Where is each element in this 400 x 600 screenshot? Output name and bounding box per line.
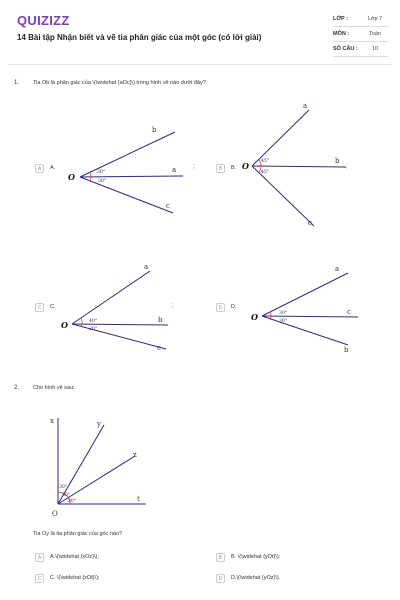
option-b-checkbox[interactable]: B	[216, 553, 225, 562]
ray-label-c: c	[347, 308, 351, 316]
separator: ;	[193, 164, 195, 170]
option-d-checkbox[interactable]: D	[216, 574, 225, 583]
ray-label-b: b	[152, 126, 157, 134]
option-d-checkbox[interactable]: D	[216, 303, 225, 312]
ray-label-b: b	[158, 316, 163, 324]
vertex-o: O	[52, 510, 58, 518]
angle-label: 40°	[89, 319, 98, 324]
ray-label-b: b	[335, 157, 340, 165]
grade-label: LỚP :	[333, 16, 348, 22]
separator: ;	[172, 303, 174, 309]
option-d-label: D.	[231, 304, 237, 310]
subject-label: MÔN :	[333, 31, 350, 37]
angle-label: 45°	[261, 159, 270, 164]
angle-label: 30°	[279, 319, 288, 324]
angle-label: 30°	[279, 311, 288, 316]
question-number: 2.	[14, 385, 20, 391]
question-text: Tia Ob là phân giác của \(\widehat {aOc}\) trong hình vẽ nào dưới đây?	[33, 80, 206, 86]
meta-divider	[333, 41, 388, 42]
angle-label: 30°	[68, 499, 77, 504]
option-c-label: C.	[50, 304, 56, 310]
question-count-value: 10	[371, 46, 379, 52]
header-divider	[8, 64, 392, 65]
ray-label-a: a	[144, 263, 149, 271]
angle-label: 30°	[59, 485, 68, 490]
angle-label: 30°	[62, 493, 71, 498]
question-text: Cho hình vẽ sau:	[33, 385, 75, 391]
vertex-o: O	[251, 312, 258, 322]
angle-label: 30°	[97, 170, 106, 175]
option-d-label: D.\(\widehat {yOz}\).	[231, 575, 281, 581]
question-count-label: SỐ CÂU :	[333, 46, 358, 52]
vertex-o: O	[68, 172, 75, 182]
separator: ;	[346, 164, 348, 170]
question-subtext: Tia Oy là tia phân giác của góc nào?	[33, 531, 123, 537]
subject-value: Toán	[369, 31, 381, 37]
ray-label-z: z	[133, 451, 137, 459]
ray-label-x: x	[50, 417, 54, 425]
ray-label-c: c	[308, 219, 312, 227]
ray-label-a: a	[303, 102, 308, 110]
quizizz-logo: QUIZIZZ	[17, 13, 70, 28]
ray-label-c: c	[166, 202, 170, 210]
option-b-label: B. \(\widehat {yOt}\);	[231, 554, 281, 560]
option-b-checkbox[interactable]: B	[216, 164, 225, 173]
ray-label-t: t	[137, 495, 140, 503]
figure-question-2	[42, 408, 162, 518]
ray-label-y: y	[97, 420, 101, 428]
option-a-checkbox[interactable]: A	[35, 164, 44, 173]
question-number: 1.	[14, 80, 20, 86]
option-a-checkbox[interactable]: A	[35, 553, 44, 562]
figure-option-c	[58, 258, 178, 358]
ray-label-a: a	[172, 166, 177, 174]
figure-option-b	[236, 98, 356, 238]
figure-option-d	[248, 258, 368, 358]
meta-divider	[333, 26, 388, 27]
angle-label: 45°	[261, 170, 270, 175]
option-c-checkbox[interactable]: C	[35, 574, 44, 583]
worksheet-title: 14 Bài tập Nhận biết và vẽ tia phân giác của một góc (có lời giải)	[17, 33, 262, 42]
ray-label-c: c	[157, 344, 161, 352]
figure-option-a	[60, 120, 190, 220]
grade-value: Lớp 7	[367, 16, 383, 22]
option-a-label: A.\(\widehat {xOz}\);	[50, 554, 99, 560]
option-c-checkbox[interactable]: C	[35, 303, 44, 312]
angle-label: 20°	[89, 327, 98, 332]
angle-label: 30°	[98, 179, 107, 184]
option-b-label: B.	[231, 165, 237, 171]
option-a-label: A.	[50, 165, 56, 171]
meta-divider	[333, 56, 388, 57]
option-c-label: C. \(\widehat {xOt}\);	[50, 575, 100, 581]
ray-label-a: a	[335, 265, 340, 273]
ray-label-b: b	[344, 346, 349, 354]
vertex-o: O	[242, 161, 249, 171]
vertex-o: O	[61, 320, 68, 330]
